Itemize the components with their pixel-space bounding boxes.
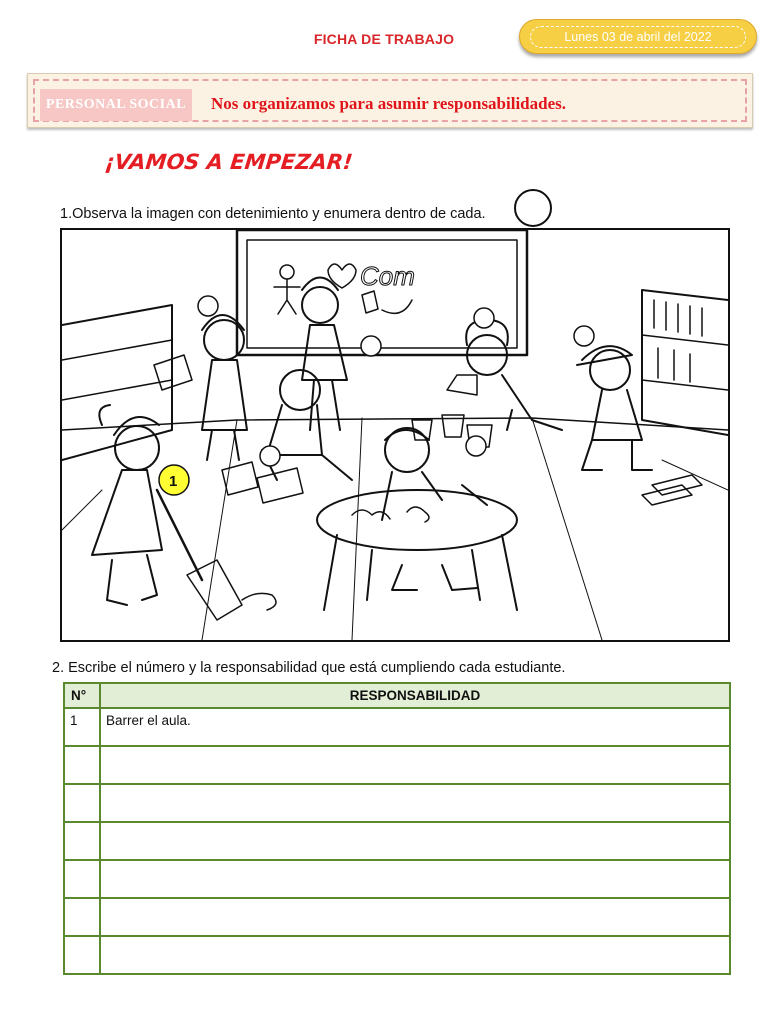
girl-with-phone-head [302, 287, 338, 323]
row-responsibility-cell[interactable] [100, 936, 730, 974]
answer-circle-example [514, 189, 552, 227]
table-row [64, 936, 730, 974]
classroom-illustration [60, 228, 730, 642]
column-header-number: N° [64, 683, 100, 708]
question-2-text: 2. Escribe el número y la responsabilidad que está cumpliendo cada estudiante. [52, 660, 566, 676]
responsibility-table [63, 682, 731, 975]
row-responsibility-cell[interactable] [100, 822, 730, 860]
topic-title: Nos organizamos para asumir responsabilidades. [211, 94, 566, 113]
row-number-cell[interactable] [64, 746, 100, 784]
row-number-cell[interactable] [64, 822, 100, 860]
table-row [64, 784, 730, 822]
row-responsibility-cell[interactable] [100, 784, 730, 822]
row-number-cell[interactable] [64, 860, 100, 898]
row-responsibility-cell[interactable] [100, 746, 730, 784]
classroom-drawing [62, 230, 728, 640]
subject-label: PERSONAL SOCIAL [40, 89, 192, 121]
table-row [64, 860, 730, 898]
worksheet-title: FICHA DE TRABAJO [313, 31, 455, 47]
column-header-responsibility: RESPONSABILIDAD [100, 683, 730, 708]
topic-banner [27, 73, 753, 128]
table-row [64, 822, 730, 860]
start-heading: ¡VAMOS A EMPEZAR! [103, 150, 354, 174]
row-number-cell[interactable] [64, 936, 100, 974]
row-number-cell[interactable]: 1 [64, 708, 100, 746]
row-responsibility-cell[interactable] [100, 898, 730, 936]
date-badge [519, 19, 757, 54]
table-row [64, 746, 730, 784]
number-1-label: 1 [169, 473, 178, 490]
banner-dashed-frame [33, 79, 747, 122]
question-1-text: 1.Observa la imagen con detenimiento y enumera dentro de cada. [60, 206, 486, 222]
date-text: Lunes 03 de abril del 2022 [530, 26, 746, 48]
table-row [64, 898, 730, 936]
row-responsibility-cell[interactable] [100, 860, 730, 898]
row-number-cell[interactable] [64, 784, 100, 822]
board-text: Com [360, 261, 415, 291]
empty-number-circles [198, 296, 594, 466]
girl-sweeping-head [115, 426, 159, 470]
table-header-row [64, 683, 730, 708]
row-responsibility-cell[interactable]: Barrer el aula. [100, 708, 730, 746]
row-number-cell[interactable] [64, 898, 100, 936]
stick-figure-drawing [274, 265, 300, 314]
table-row [64, 708, 730, 746]
